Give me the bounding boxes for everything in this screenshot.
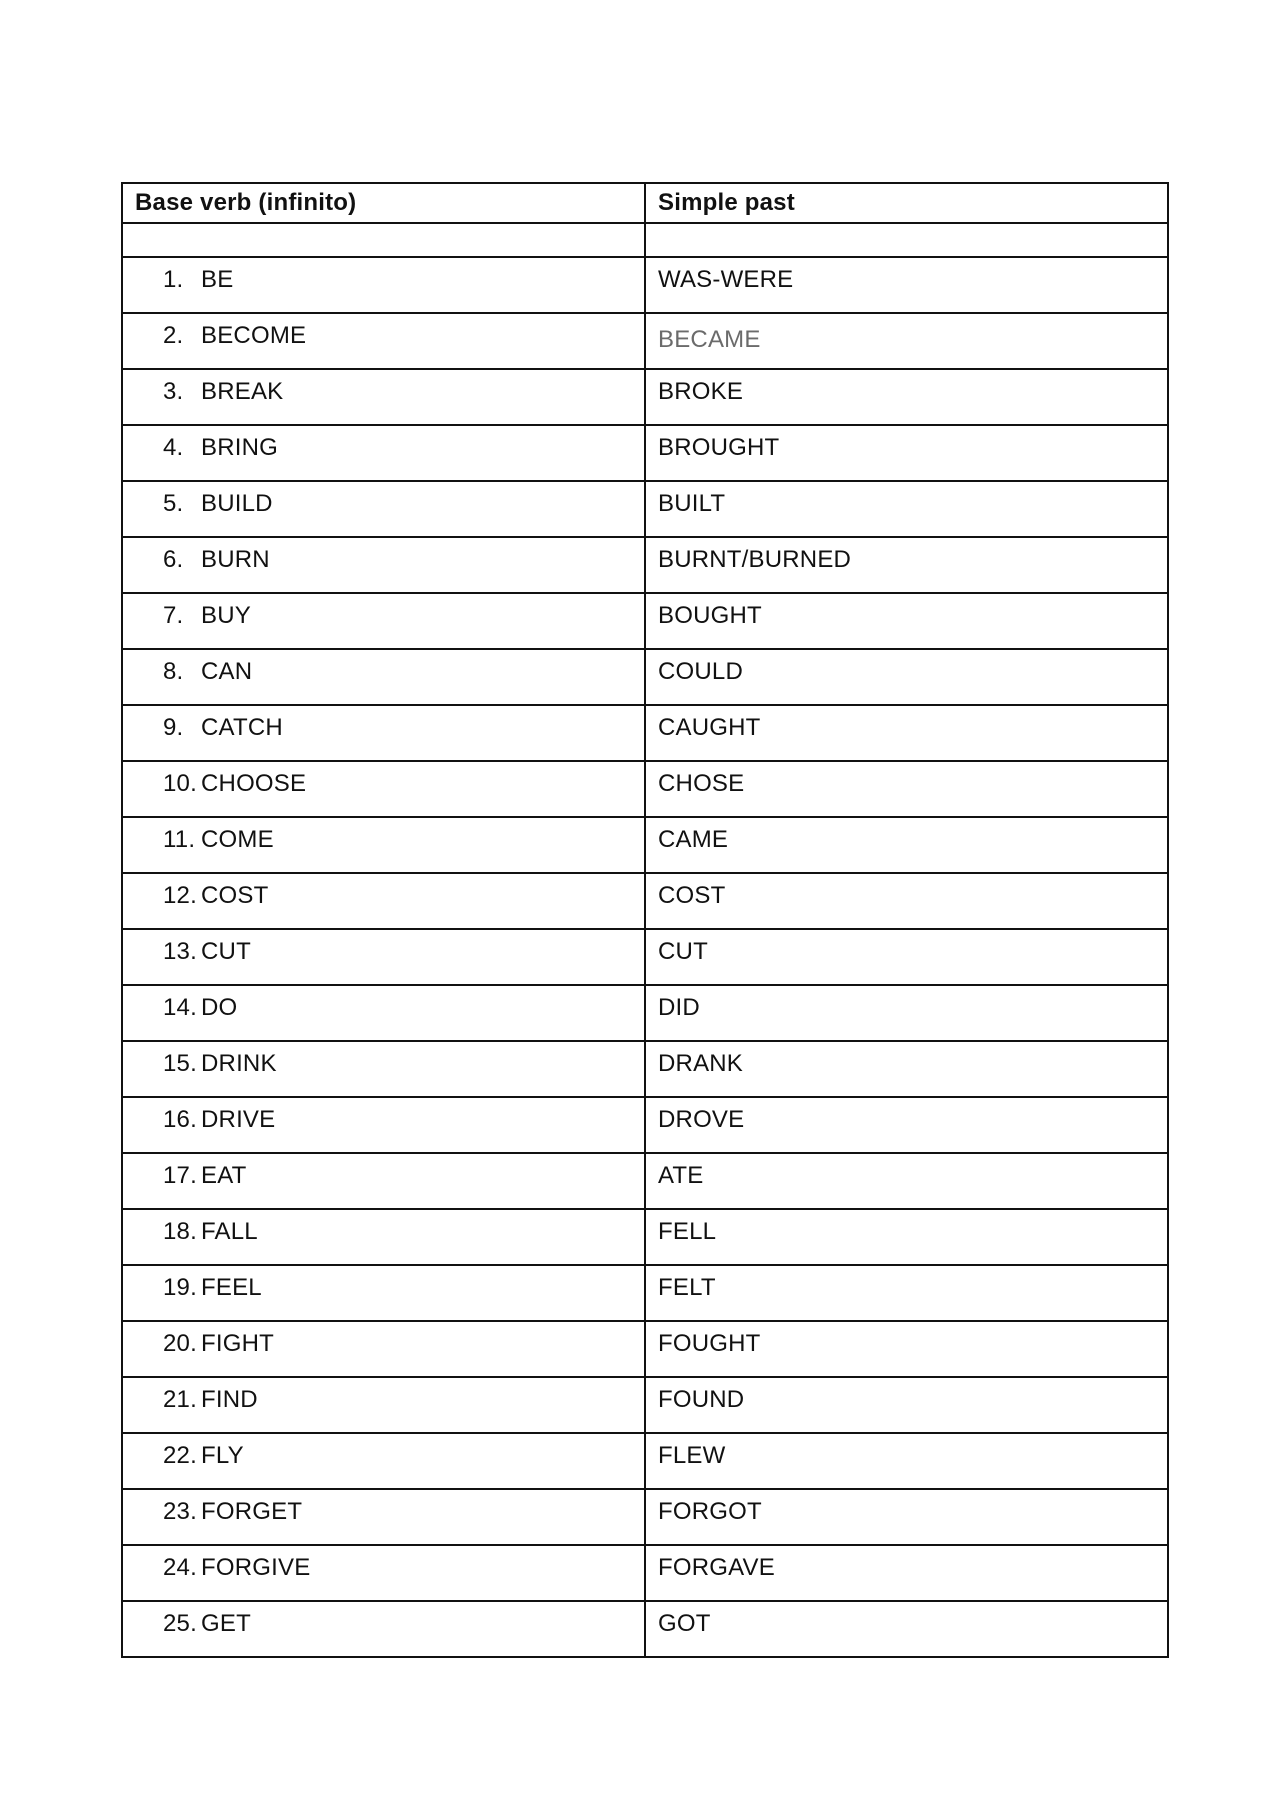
simple-past: BUILT (658, 490, 726, 517)
base-verb-cell (122, 761, 645, 817)
row-number: 20. (163, 1330, 197, 1357)
simple-past-cell (645, 1377, 1168, 1433)
simple-past-cell (645, 537, 1168, 593)
simple-past-cell (645, 649, 1168, 705)
table-row (122, 1097, 1168, 1153)
simple-past: BURNT/BURNED (658, 546, 852, 573)
base-verb: FEEL (201, 1274, 262, 1301)
header-base-verb: Base verb (infinito) (122, 183, 645, 223)
simple-past: WAS-WERE (658, 266, 794, 293)
simple-past-cell (645, 1153, 1168, 1209)
row-number: 10. (163, 770, 197, 797)
simple-past-cell (645, 257, 1168, 313)
base-verb: BURN (201, 546, 270, 573)
table-row (122, 1601, 1168, 1657)
simple-past: FELL (658, 1218, 717, 1245)
simple-past: BOUGHT (658, 602, 762, 629)
empty-cell (645, 223, 1168, 257)
row-number: 25. (163, 1610, 197, 1637)
simple-past-cell (645, 1545, 1168, 1601)
base-verb-cell (122, 1377, 645, 1433)
row-number: 7. (163, 602, 184, 629)
row-number: 15. (163, 1050, 197, 1077)
table-row (122, 1433, 1168, 1489)
simple-past: FORGAVE (658, 1554, 775, 1581)
base-verb-cell (122, 1097, 645, 1153)
base-verb-cell (122, 257, 645, 313)
simple-past-cell (645, 1433, 1168, 1489)
base-verb: BRING (201, 434, 279, 461)
simple-past: BECAME (658, 326, 761, 353)
row-number: 17. (163, 1162, 197, 1189)
simple-past: COST (658, 882, 726, 909)
simple-past: BROUGHT (658, 434, 780, 461)
base-verb-cell (122, 313, 645, 369)
table-row (122, 257, 1168, 313)
base-verb-cell (122, 1209, 645, 1265)
row-number: 8. (163, 658, 184, 685)
simple-past-cell (645, 1041, 1168, 1097)
row-number: 3. (163, 378, 184, 405)
table-row (122, 1265, 1168, 1321)
table-row (122, 985, 1168, 1041)
verb-table-body (122, 223, 1168, 1657)
row-number: 11. (163, 826, 196, 853)
table-row (122, 649, 1168, 705)
base-verb: DRIVE (201, 1106, 276, 1133)
simple-past: ATE (658, 1162, 704, 1189)
simple-past-cell (645, 1209, 1168, 1265)
base-verb: BE (201, 266, 234, 293)
table-row (122, 817, 1168, 873)
simple-past: DID (658, 994, 700, 1021)
table-row (122, 425, 1168, 481)
table-row (122, 537, 1168, 593)
base-verb-cell (122, 1545, 645, 1601)
header-simple-past: Simple past (645, 183, 1168, 223)
simple-past-cell (645, 761, 1168, 817)
base-verb: FIGHT (201, 1330, 274, 1357)
base-verb-cell (122, 929, 645, 985)
base-verb: FORGIVE (201, 1554, 311, 1581)
simple-past-cell (645, 985, 1168, 1041)
row-number: 2. (163, 322, 184, 349)
base-verb: BUILD (201, 490, 273, 517)
row-number: 5. (163, 490, 184, 517)
base-verb-cell (122, 985, 645, 1041)
table-row (122, 1153, 1168, 1209)
base-verb: CAN (201, 658, 253, 685)
row-number: 4. (163, 434, 184, 461)
base-verb: BUY (201, 602, 251, 629)
simple-past-cell (645, 1601, 1168, 1657)
row-number: 16. (163, 1106, 197, 1133)
table-row (122, 929, 1168, 985)
base-verb: BECOME (201, 322, 307, 349)
simple-past: DROVE (658, 1106, 745, 1133)
base-verb-cell (122, 649, 645, 705)
simple-past-cell (645, 593, 1168, 649)
table-row (122, 1041, 1168, 1097)
simple-past-cell (645, 313, 1168, 369)
simple-past-cell (645, 1097, 1168, 1153)
base-verb-cell (122, 369, 645, 425)
simple-past-cell (645, 817, 1168, 873)
base-verb-cell (122, 1265, 645, 1321)
table-row (122, 1489, 1168, 1545)
simple-past: CAME (658, 826, 729, 853)
simple-past: CUT (658, 938, 708, 965)
base-verb: FALL (201, 1218, 258, 1245)
simple-past: FLEW (658, 1442, 726, 1469)
base-verb-cell (122, 425, 645, 481)
simple-past-cell (645, 481, 1168, 537)
table-row (122, 593, 1168, 649)
row-number: 23. (163, 1498, 197, 1525)
base-verb-cell (122, 1433, 645, 1489)
base-verb: DO (201, 994, 238, 1021)
base-verb-cell (122, 1153, 645, 1209)
base-verb: FLY (201, 1442, 244, 1469)
base-verb: DRINK (201, 1050, 277, 1077)
base-verb-cell (122, 537, 645, 593)
simple-past-cell (645, 873, 1168, 929)
row-number: 1. (163, 266, 184, 293)
row-number: 12. (163, 882, 197, 909)
base-verb-cell (122, 1489, 645, 1545)
simple-past-cell (645, 705, 1168, 761)
simple-past-cell (645, 1321, 1168, 1377)
verb-table (121, 182, 1169, 1658)
base-verb-cell (122, 817, 645, 873)
base-verb-cell (122, 1041, 645, 1097)
simple-past: FELT (658, 1274, 716, 1301)
base-verb: EAT (201, 1162, 247, 1189)
row-number: 13. (163, 938, 197, 965)
simple-past: FOUGHT (658, 1330, 761, 1357)
base-verb-cell (122, 1601, 645, 1657)
base-verb: BREAK (201, 378, 284, 405)
base-verb-cell (122, 593, 645, 649)
simple-past: BROKE (658, 378, 744, 405)
table-row (122, 481, 1168, 537)
base-verb: FORGET (201, 1498, 303, 1525)
simple-past: CAUGHT (658, 714, 761, 741)
table-row (122, 1377, 1168, 1433)
base-verb: FIND (201, 1386, 258, 1413)
simple-past-cell (645, 369, 1168, 425)
simple-past: FOUND (658, 1386, 745, 1413)
table-row (122, 1209, 1168, 1265)
empty-row (122, 223, 1168, 257)
simple-past: FORGOT (658, 1498, 762, 1525)
table-row (122, 1321, 1168, 1377)
base-verb: CUT (201, 938, 251, 965)
table-row (122, 873, 1168, 929)
row-number: 21. (163, 1386, 197, 1413)
table-row (122, 369, 1168, 425)
base-verb-cell (122, 873, 645, 929)
table-row (122, 313, 1168, 369)
row-number: 14. (163, 994, 197, 1021)
simple-past-cell (645, 425, 1168, 481)
row-number: 19. (163, 1274, 197, 1301)
row-number: 18. (163, 1218, 197, 1245)
table-row (122, 1545, 1168, 1601)
base-verb-cell (122, 481, 645, 537)
base-verb-cell (122, 1321, 645, 1377)
simple-past: COULD (658, 658, 744, 685)
simple-past-cell (645, 1265, 1168, 1321)
base-verb: COST (201, 882, 269, 909)
simple-past: CHOSE (658, 770, 745, 797)
table-row (122, 705, 1168, 761)
base-verb-cell (122, 705, 645, 761)
table-header-row (122, 183, 1168, 223)
base-verb: COME (201, 826, 274, 853)
simple-past: GOT (658, 1610, 711, 1637)
simple-past-cell (645, 1489, 1168, 1545)
simple-past-cell (645, 929, 1168, 985)
base-verb: CATCH (201, 714, 283, 741)
simple-past: DRANK (658, 1050, 744, 1077)
row-number: 24. (163, 1554, 197, 1581)
base-verb: GET (201, 1610, 251, 1637)
row-number: 6. (163, 546, 184, 573)
row-number: 9. (163, 714, 184, 741)
empty-cell (122, 223, 645, 257)
base-verb: CHOOSE (201, 770, 307, 797)
table-row (122, 761, 1168, 817)
row-number: 22. (163, 1442, 197, 1469)
